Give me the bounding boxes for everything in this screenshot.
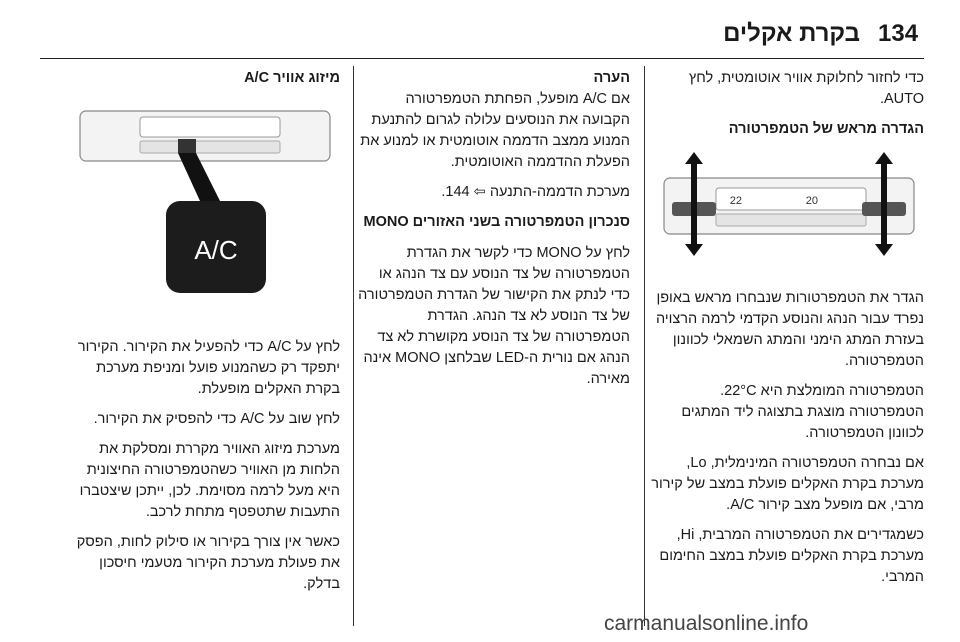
lo-paragraph: אם נבחרה הטמפרטורה המינימלית, Lo, מערכת בקרת האקלים פועלת במצב של קירור מרבי, אם מופעל מצב קירור A/C. — [651, 455, 924, 513]
column-divider — [353, 66, 354, 626]
page-header — [0, 0, 960, 62]
temperature-panel-figure — [648, 152, 924, 262]
cross-reference: מערכת הדממה-התנעה ⇦ 144. — [441, 184, 630, 200]
recommended-temp-paragraph: הטמפרטורה המומלצת היא ‎22°C‎. הטמפרטורה מוצגת בתצוגה ליד המתגים לכוונון הטמפרטורה. — [681, 383, 924, 441]
column-divider — [644, 66, 645, 626]
ac-off-paragraph: לחץ שוב על A/C כדי להפסיק את הקירור. — [93, 411, 340, 427]
page-number: 134 — [878, 20, 919, 47]
preset-paragraph: הגדר את הטמפרטורות שנבחרו מראש באופן נפרד עבור הנהג והנוסע הקדמי לרמה הרצויה בעזרת המתג הימני והמתג השמאלי לכוונון הטמפרטורה. — [655, 290, 924, 369]
temperature-panel-illustration — [654, 152, 924, 262]
ac-on-paragraph: לחץ על A/C כדי להפעיל את הקירור. הקירור יתפקד רק כשהמנוע פועל ומניפת מערכת בקרת האקלים מופעלת. — [77, 339, 340, 397]
column-right — [648, 68, 924, 597]
ac-button-illustration — [70, 101, 340, 311]
ac-button-label: A/C — [194, 235, 238, 265]
watermark: carmanualsonline.info — [604, 612, 809, 635]
save-fuel-paragraph: כאשר אין צורך בקירור או סילוק לחות, הפסק את פעולת מערכת הקירור מטעמי חיסכון בדלק. — [76, 534, 340, 592]
panel-temp-left: 22 — [729, 195, 742, 207]
note-body: אם A/C מופעל, הפחתת הטמפרטורה הקבועה את הנוסעים עלולה לגרום להתנעת המנוע ממצב הדממה אוטומטית או למנוע את הפעלת ההדממה האוטומטית. — [360, 91, 630, 170]
dehumidify-paragraph: מערכת מיזוג האוויר מקררת ומסלקת את הלחות מן האוויר כשהטמפרטורה החיצונית היא מעל לרמה מסוימת. לכן, ייתכן שיצטברו התעבות שתטפטף מתחת לרכב. — [79, 441, 340, 520]
note-title: הערה — [593, 70, 630, 86]
column-middle — [358, 68, 630, 399]
page-title: בקרת אקלים — [723, 20, 860, 47]
ac-button-figure — [66, 101, 340, 311]
panel-temp-right: 20 — [805, 195, 818, 207]
section-heading-preset-temp: הגדרה מראש של הטמפרטורה — [728, 121, 924, 137]
column-left — [66, 68, 340, 604]
auto-intro: כדי לחזור לחלוקת אוויר אוטומטית, לחץ AUTO. — [688, 70, 924, 107]
hi-paragraph: כשמגדירים את הטמפרטורה המרבית, Hi, מערכת בקרת האקלים פועלת במצב החימום המרבי. — [659, 527, 924, 585]
mono-paragraph: לחץ על MONO כדי לקשר את הגדרת הטמפרטורה של צד הנוסע עם צד הנהג או כדי לנתק את הקישור של הגדרת הטמפרטורה של צד הנוסע לא צד הנהג. הגדרת הטמפרטורה של צד הנוסע מקושרת לא צד הנהג אם נורית ה-LED שבלחצן MONO אינה מאירה. — [358, 245, 630, 387]
header-divider — [40, 58, 924, 59]
section-heading-mono: סנכרון הטמפרטורה בשני האזורים MONO — [363, 214, 630, 230]
section-heading-ac: מיזוג אוויר A/C — [244, 70, 340, 86]
